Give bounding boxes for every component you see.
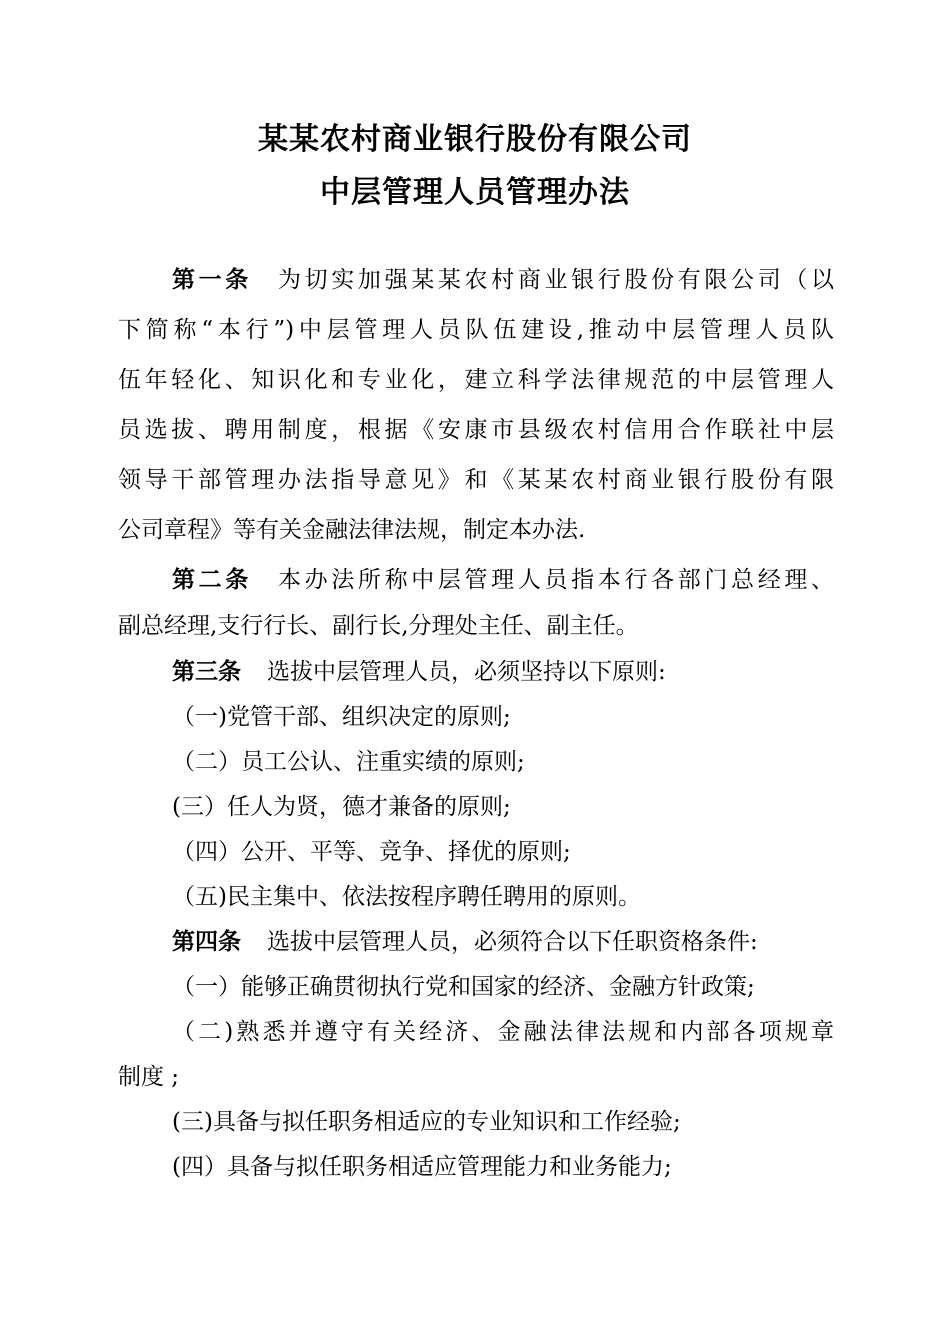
article-4-item-2-cont: 制度 ; [118, 1064, 180, 1090]
article-1-line-6: 公司章程》等有关金融法律法规，制定本办法. [118, 517, 586, 543]
article-2-line-2: 副总经理,支行行长、副行长,分理处主任、副主任。 [118, 613, 639, 639]
article-1-label: 第一条 [172, 266, 252, 293]
document-title-line2: 中层管理人员管理办法 [320, 175, 630, 210]
article-4-item-3: (三)具备与拟任职务相适应的专业知识和工作经验; [172, 1109, 681, 1135]
article-3-line-1 [172, 655, 834, 689]
article-3-item-2: （二）员工公认、注重实绩的原则; [172, 749, 525, 775]
article-1-line-4: 员选拔、聘用制度，根据《安康市县级农村信用合作联社中层 [118, 417, 834, 443]
article-1-line-2: 下简称“本行”)中层管理人员队伍建设,推动中层管理人员队 [118, 317, 834, 343]
article-4-item-4: (四）具备与拟任职务相适应管理能力和业务能力; [172, 1154, 672, 1180]
article-3-item-4: （四）公开、平等、竞争、择优的原则; [172, 839, 571, 865]
article-3-item-5: （五)民主集中、依法按程序聘任聘用的原则。 [172, 884, 641, 910]
article-4-item-2: （二)熟悉并遵守有关经济、金融法律法规和内部各项规章 [172, 1019, 834, 1045]
article-3-label: 第三条 [172, 658, 241, 685]
article-2-label: 第二条 [172, 566, 252, 593]
article-1-line-3: 伍年轻化、知识化和专业化，建立科学法律规范的中层管理人 [118, 367, 834, 393]
article-3-item-1: （一)党管干部、组织决定的原则; [172, 704, 511, 730]
article-4-line-1 [172, 925, 834, 959]
article-2-line-1 [172, 563, 834, 597]
article-4-label: 第四条 [172, 928, 241, 955]
document-title-line1: 某某农村商业银行股份有限公司 [258, 122, 692, 157]
article-3-item-3: (三）任人为贤，德才兼备的原则; [172, 794, 511, 820]
article-1-line-1 [172, 263, 834, 297]
article-3-text-1: 选拔中层管理人员，必须坚持以下原则: [267, 659, 666, 685]
article-4-item-1: （一）能够正确贯彻执行党和国家的经济、金融方针政策; [172, 974, 755, 1000]
article-1-text-1: 为切实加强某某农村商业银行股份有限公司（以 [277, 267, 834, 293]
article-2-text-1: 本办法所称中层管理人员指本行各部门总经理、 [277, 567, 834, 593]
article-1-line-5: 领导干部管理办法指导意见》和《某某农村商业银行股份有限 [118, 467, 834, 493]
article-4-text-1: 选拔中层管理人员，必须符合以下任职资格条件: [267, 929, 758, 955]
